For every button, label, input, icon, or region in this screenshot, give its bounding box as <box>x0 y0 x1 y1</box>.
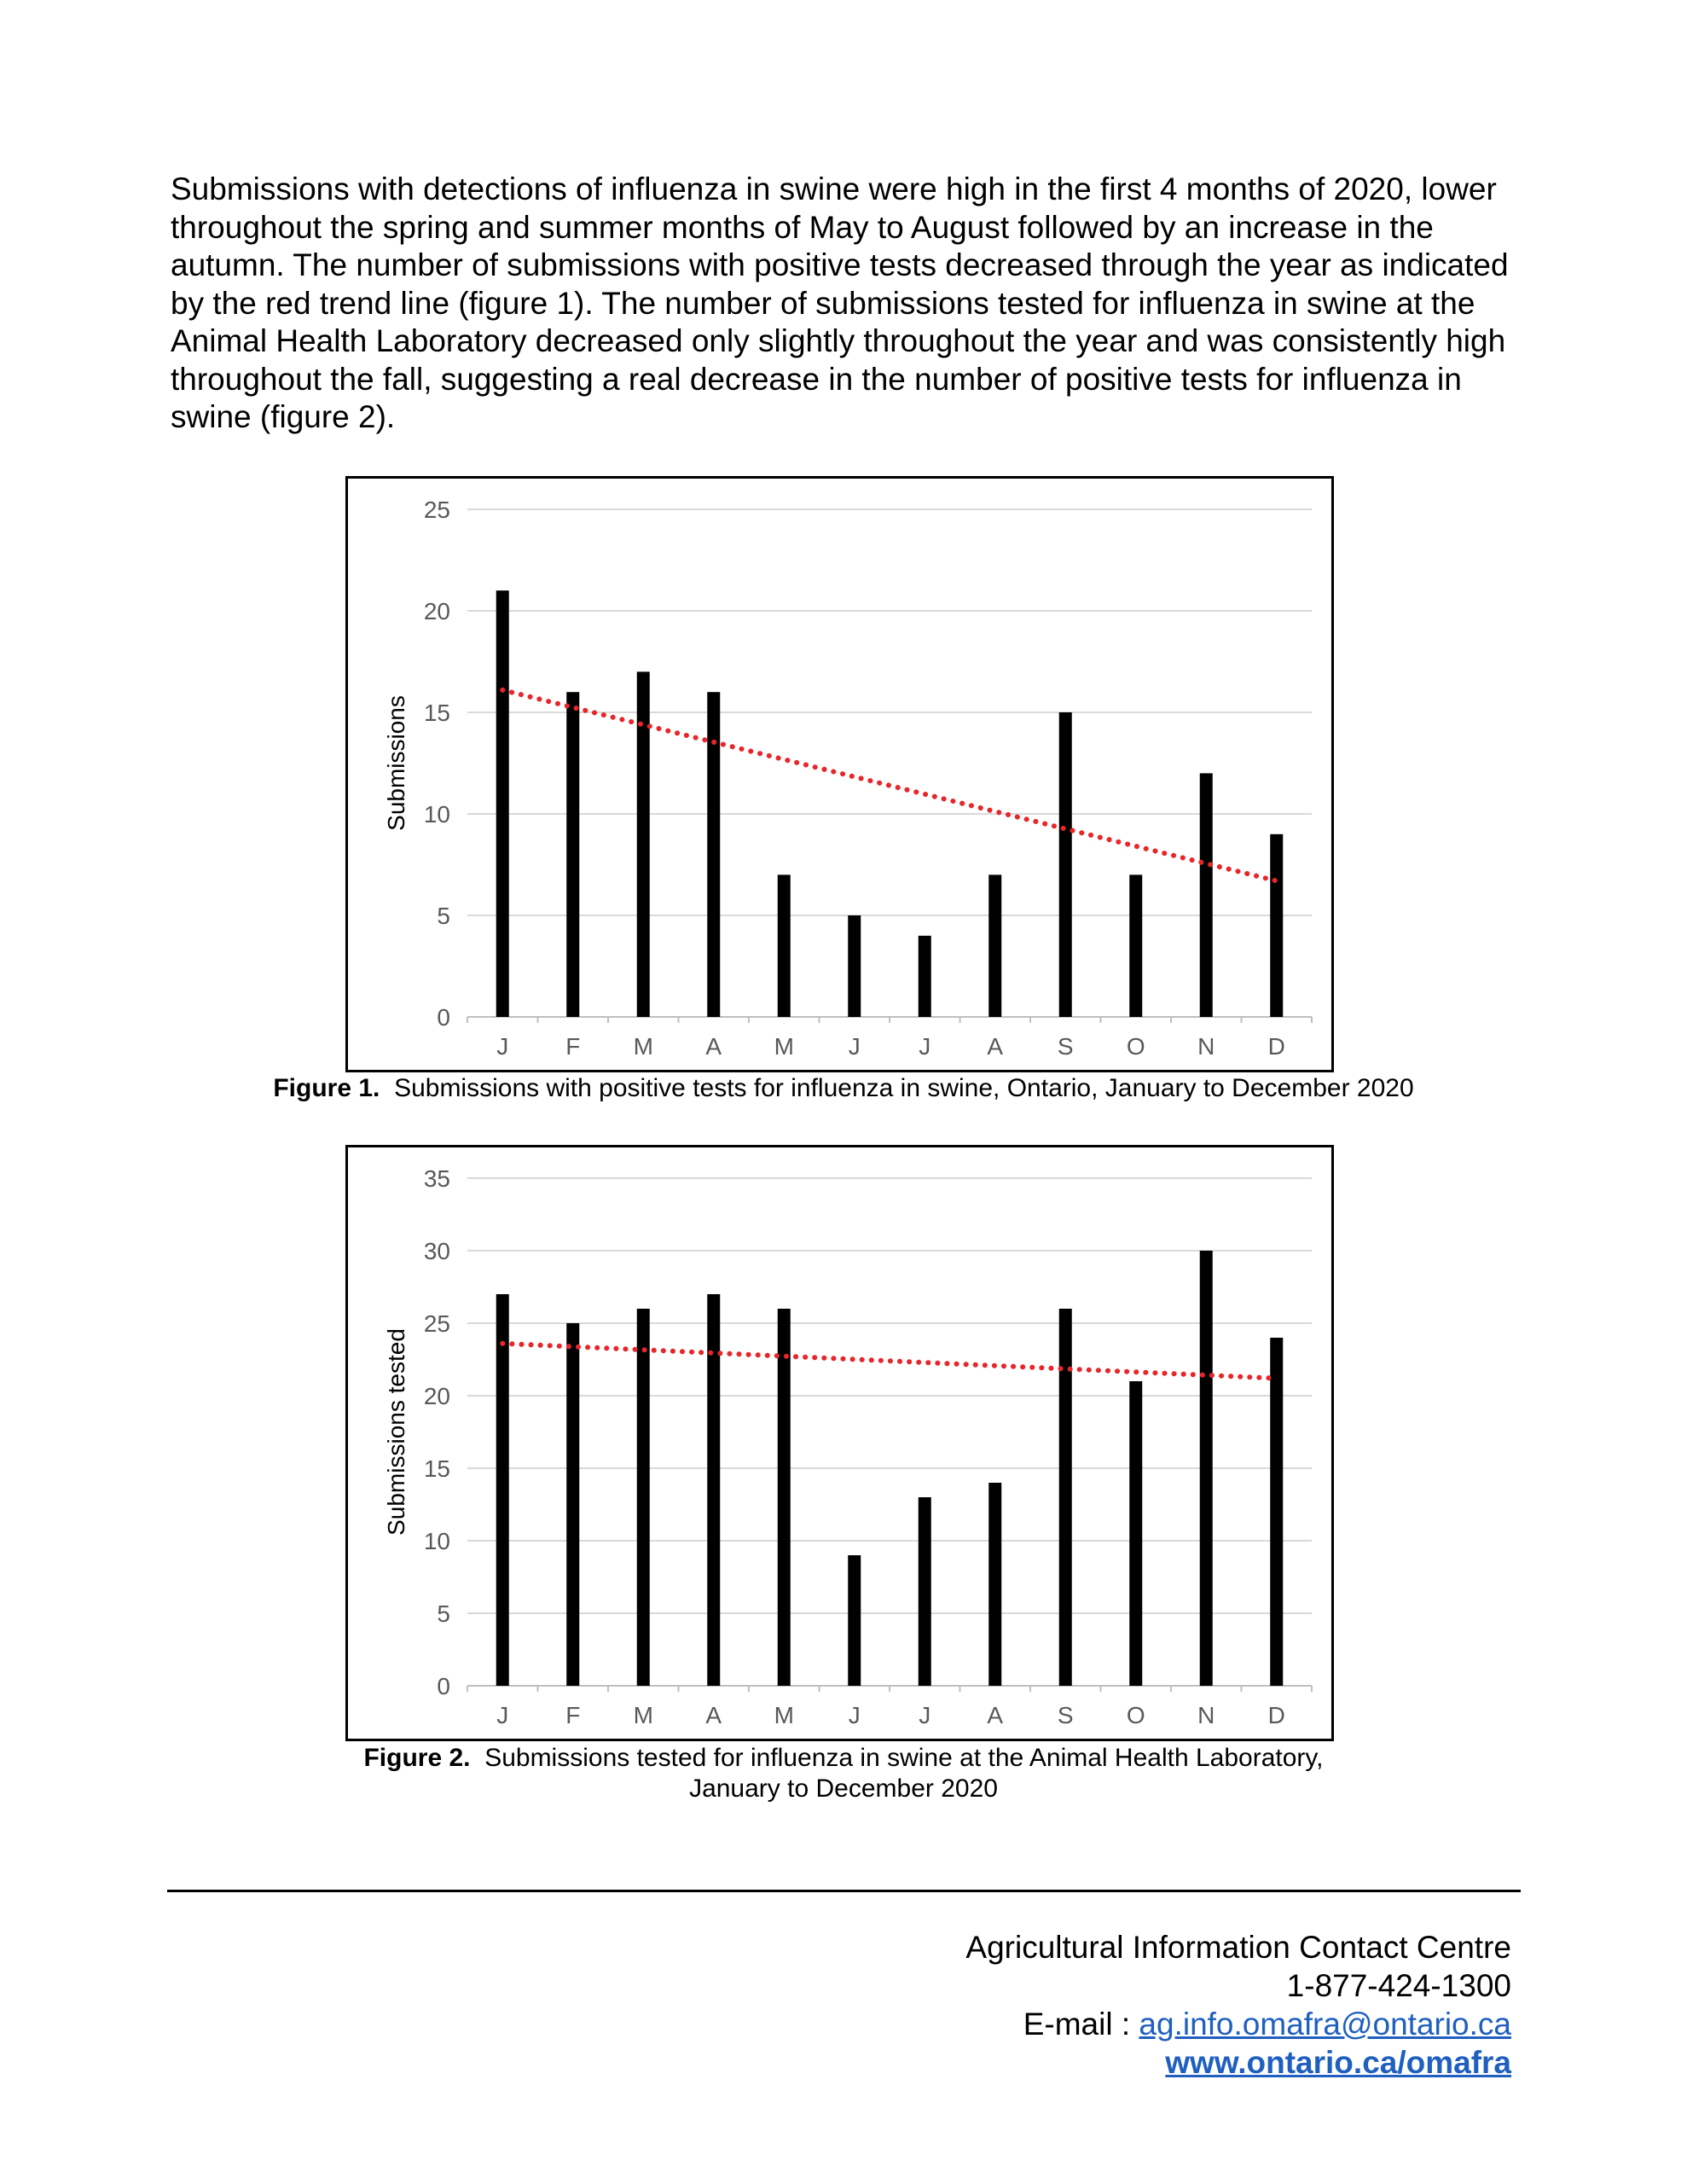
contact-email-line <box>965 2005 1511 2043</box>
x-tick-label: A <box>705 1033 722 1060</box>
y-tick-label: 25 <box>423 1310 450 1337</box>
figure-1-caption <box>171 1073 1516 1104</box>
x-tick-label: F <box>565 1033 581 1060</box>
x-tick-label: A <box>705 1702 722 1728</box>
bar <box>848 915 861 1017</box>
bar <box>496 1294 509 1686</box>
contact-phone: 1-877-424-1300 <box>1286 1968 1511 2003</box>
contact-email-label: E-mail : <box>1023 2007 1139 2042</box>
x-tick-label: M <box>633 1702 653 1728</box>
figure-1-svg <box>348 479 1331 1070</box>
figure-2-chart <box>345 1145 1334 1741</box>
bar <box>1200 773 1213 1017</box>
x-tick-label: A <box>987 1702 1004 1728</box>
bar <box>1129 1381 1142 1686</box>
footer-divider <box>167 1890 1521 1892</box>
bar <box>1129 874 1142 1017</box>
trend-line <box>502 690 1277 881</box>
figure-2-caption <box>171 1743 1516 1804</box>
bar <box>919 936 931 1017</box>
x-tick-label: J <box>496 1033 509 1060</box>
x-tick-label: A <box>987 1033 1004 1060</box>
bar <box>1059 712 1072 1017</box>
y-tick-label: 0 <box>437 1004 450 1031</box>
y-tick-label: 35 <box>423 1165 450 1192</box>
x-tick-label: J <box>848 1033 861 1060</box>
x-tick-label: D <box>1267 1033 1285 1060</box>
figure-2-svg <box>348 1147 1331 1739</box>
y-tick-label: 5 <box>437 1600 450 1627</box>
trend-line <box>502 1344 1277 1379</box>
contact-website-link[interactable]: www.ontario.ca/omafra <box>1165 2045 1511 2080</box>
x-tick-label: J <box>496 1702 509 1728</box>
bar <box>988 874 1001 1017</box>
y-tick-label: 15 <box>423 700 450 726</box>
figure-2-label: Figure 2. <box>363 1744 471 1772</box>
y-tick-label: 20 <box>423 598 450 624</box>
bar <box>1200 1251 1213 1686</box>
bar <box>988 1483 1001 1686</box>
x-tick-label: N <box>1197 1033 1215 1060</box>
figure-1-chart <box>345 476 1334 1072</box>
y-axis-title: Submissions <box>383 695 409 831</box>
y-tick-label: 15 <box>423 1455 450 1482</box>
bar <box>1270 1338 1283 1686</box>
x-tick-label: M <box>774 1033 794 1060</box>
bar <box>1270 834 1283 1017</box>
contact-org: Agricultural Information Contact Centre <box>965 1930 1511 1965</box>
contact-block <box>965 1928 1511 2082</box>
bar <box>496 590 509 1017</box>
figure-2-caption-line2: January to December 2020 <box>689 1774 998 1803</box>
figure-1-label: Figure 1. <box>273 1074 380 1102</box>
bar <box>919 1497 931 1686</box>
y-tick-label: 20 <box>423 1383 450 1409</box>
bar <box>1059 1309 1072 1686</box>
x-tick-label: O <box>1126 1702 1145 1728</box>
y-tick-label: 10 <box>423 801 450 828</box>
y-tick-label: 30 <box>423 1238 450 1264</box>
bar <box>778 1309 791 1686</box>
y-tick-label: 10 <box>423 1528 450 1554</box>
x-tick-label: O <box>1126 1033 1145 1060</box>
x-tick-label: F <box>565 1702 581 1728</box>
x-tick-label: M <box>774 1702 794 1728</box>
y-tick-label: 25 <box>423 497 450 523</box>
figure-1-caption-text: Submissions with positive tests for influenza in swine, Ontario, January to December 2020 <box>394 1074 1414 1102</box>
bar <box>566 692 579 1017</box>
x-tick-label: J <box>848 1702 861 1728</box>
bar <box>778 874 791 1017</box>
intro-paragraph: Submissions with detections of influenza in swine were high in the first 4 months of 2020, lower throughout the spring and summer months of May to August followed by an increase in the autumn. The number of submissions with positive tests decreased through the year as indicated by the red trend line (figure 1). The number of submissions tested for influenza in swine at the Animal Health Laboratory decreased only slightly throughout the year and was consistently high throughout the fall, suggesting a real decrease in the number of positive tests for influenza in swine (figure 2). <box>171 171 1509 434</box>
x-tick-label: D <box>1267 1702 1285 1728</box>
bar <box>848 1555 861 1686</box>
y-axis-title: Submissions tested <box>383 1328 409 1536</box>
x-tick-label: J <box>919 1702 931 1728</box>
figure-2-caption-line1: Submissions tested for influenza in swine at the Animal Health Laboratory, <box>484 1744 1324 1772</box>
x-tick-label: S <box>1057 1702 1074 1728</box>
y-tick-label: 5 <box>437 903 450 929</box>
x-tick-label: J <box>919 1033 931 1060</box>
y-tick-label: 0 <box>437 1673 450 1699</box>
bar <box>566 1323 579 1686</box>
x-tick-label: N <box>1197 1702 1215 1728</box>
x-tick-label: S <box>1057 1033 1074 1060</box>
bar <box>637 1309 650 1686</box>
contact-email-link[interactable]: ag.info.omafra@ontario.ca <box>1139 2007 1511 2042</box>
x-tick-label: M <box>633 1033 653 1060</box>
